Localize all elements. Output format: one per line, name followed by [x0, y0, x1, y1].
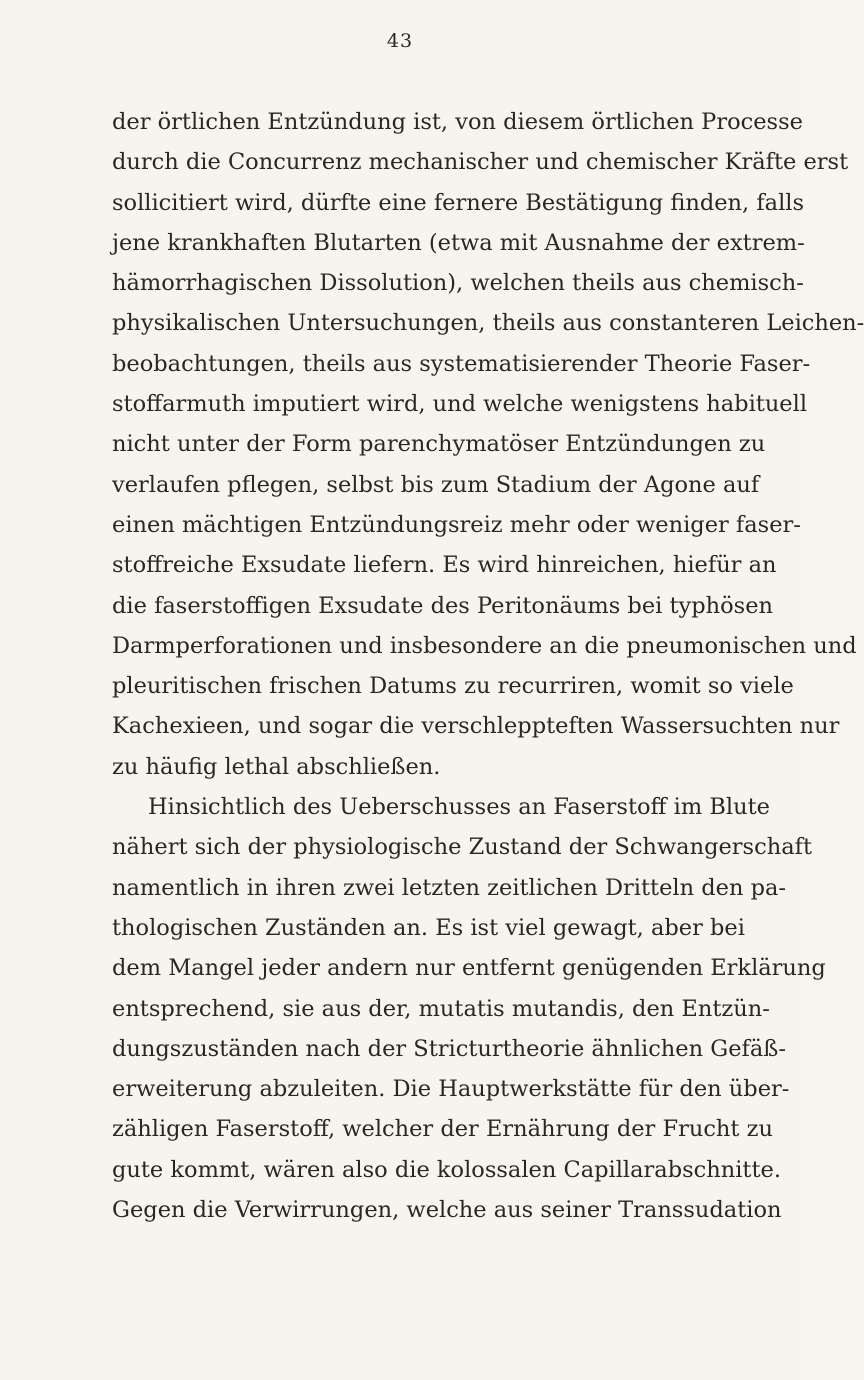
text-line: beobachtungen, theils aus systematisierender Theorie Faser- [112, 350, 811, 377]
text-line: sollicitiert wird, dürfte eine fernere Bestätigung finden, falls [112, 189, 805, 216]
text-line: zähligen Faserstoff, welcher der Ernährung der Frucht zu [112, 1116, 773, 1143]
text-line: jene krankhaften Blutarten (etwa mit Ausnahme der extrem- [112, 229, 805, 256]
body-text [112, 102, 864, 1230]
text-line: Kachexieen, und sogar die verschleppteften Wassersuchten nur [112, 713, 840, 740]
paragraph-end-line: zu häufig lethal abschließen. [112, 753, 441, 780]
page-number: 43 [386, 30, 414, 52]
text-line: erweiterung abzuleiten. Die Hauptwerkstätte für den über- [112, 1076, 790, 1103]
text-line: dem Mangel jeder andern nur entfernt genügenden Erklärung [112, 955, 826, 982]
text-line: stoffreiche Exsudate liefern. Es wird hinreichen, hiefür an [112, 552, 777, 579]
text-line: einen mächtigen Entzündungsreiz mehr oder weniger faser- [112, 511, 801, 538]
text-line: der örtlichen Entzündung ist, von diesem örtlichen Processe [112, 109, 803, 135]
text-line: Darmperforationen und insbesondere an die pneumonischen und [112, 632, 857, 659]
text-line: thologischen Zuständen an. Es ist viel gewagt, aber bei [112, 914, 745, 941]
text-line: pleuritischen frischen Datums zu recurriren, womit so viele [112, 673, 794, 700]
text-line: gute kommt, wären also die kolossalen Capillarabschnitte. [112, 1156, 781, 1183]
text-line: namentlich in ihren zwei letzten zeitlichen Dritteln den pa- [112, 874, 787, 901]
text-line: nicht unter der Form parenchymatöser Entzündungen zu [112, 431, 766, 458]
text-line: hämorrhagischen Dissolution), welchen theils aus chemisch- [112, 270, 804, 297]
text-line: entsprechend, sie aus der, mutatis mutandis, den Entzün- [112, 995, 770, 1022]
text-line: durch die Concurrenz mechanischer und chemischer Kräfte erst [112, 149, 849, 176]
text-line: dungszuständen nach der Stricturtheorie ähnlichen Gefäß- [112, 1035, 786, 1062]
text-line: physikalischen Untersuchungen, theils aus constanteren Leichen- [112, 310, 864, 337]
text-line: verlaufen pflegen, selbst bis zum Stadium der Agone auf [112, 471, 760, 498]
text-line: nähert sich der physiologische Zustand der Schwangerschaft [112, 834, 812, 861]
text-line: Gegen die Verwirrungen, welche aus seiner Transsudation [112, 1197, 782, 1224]
paragraph-start-line: Hinsichtlich des Ueberschusses an Faserstoff im Blute [148, 794, 770, 821]
text-line: stoffarmuth imputiert wird, und welche wenigstens habituell [112, 391, 808, 418]
text-line: die faserstoffigen Exsudate des Peritonäums bei typhösen [112, 592, 774, 619]
